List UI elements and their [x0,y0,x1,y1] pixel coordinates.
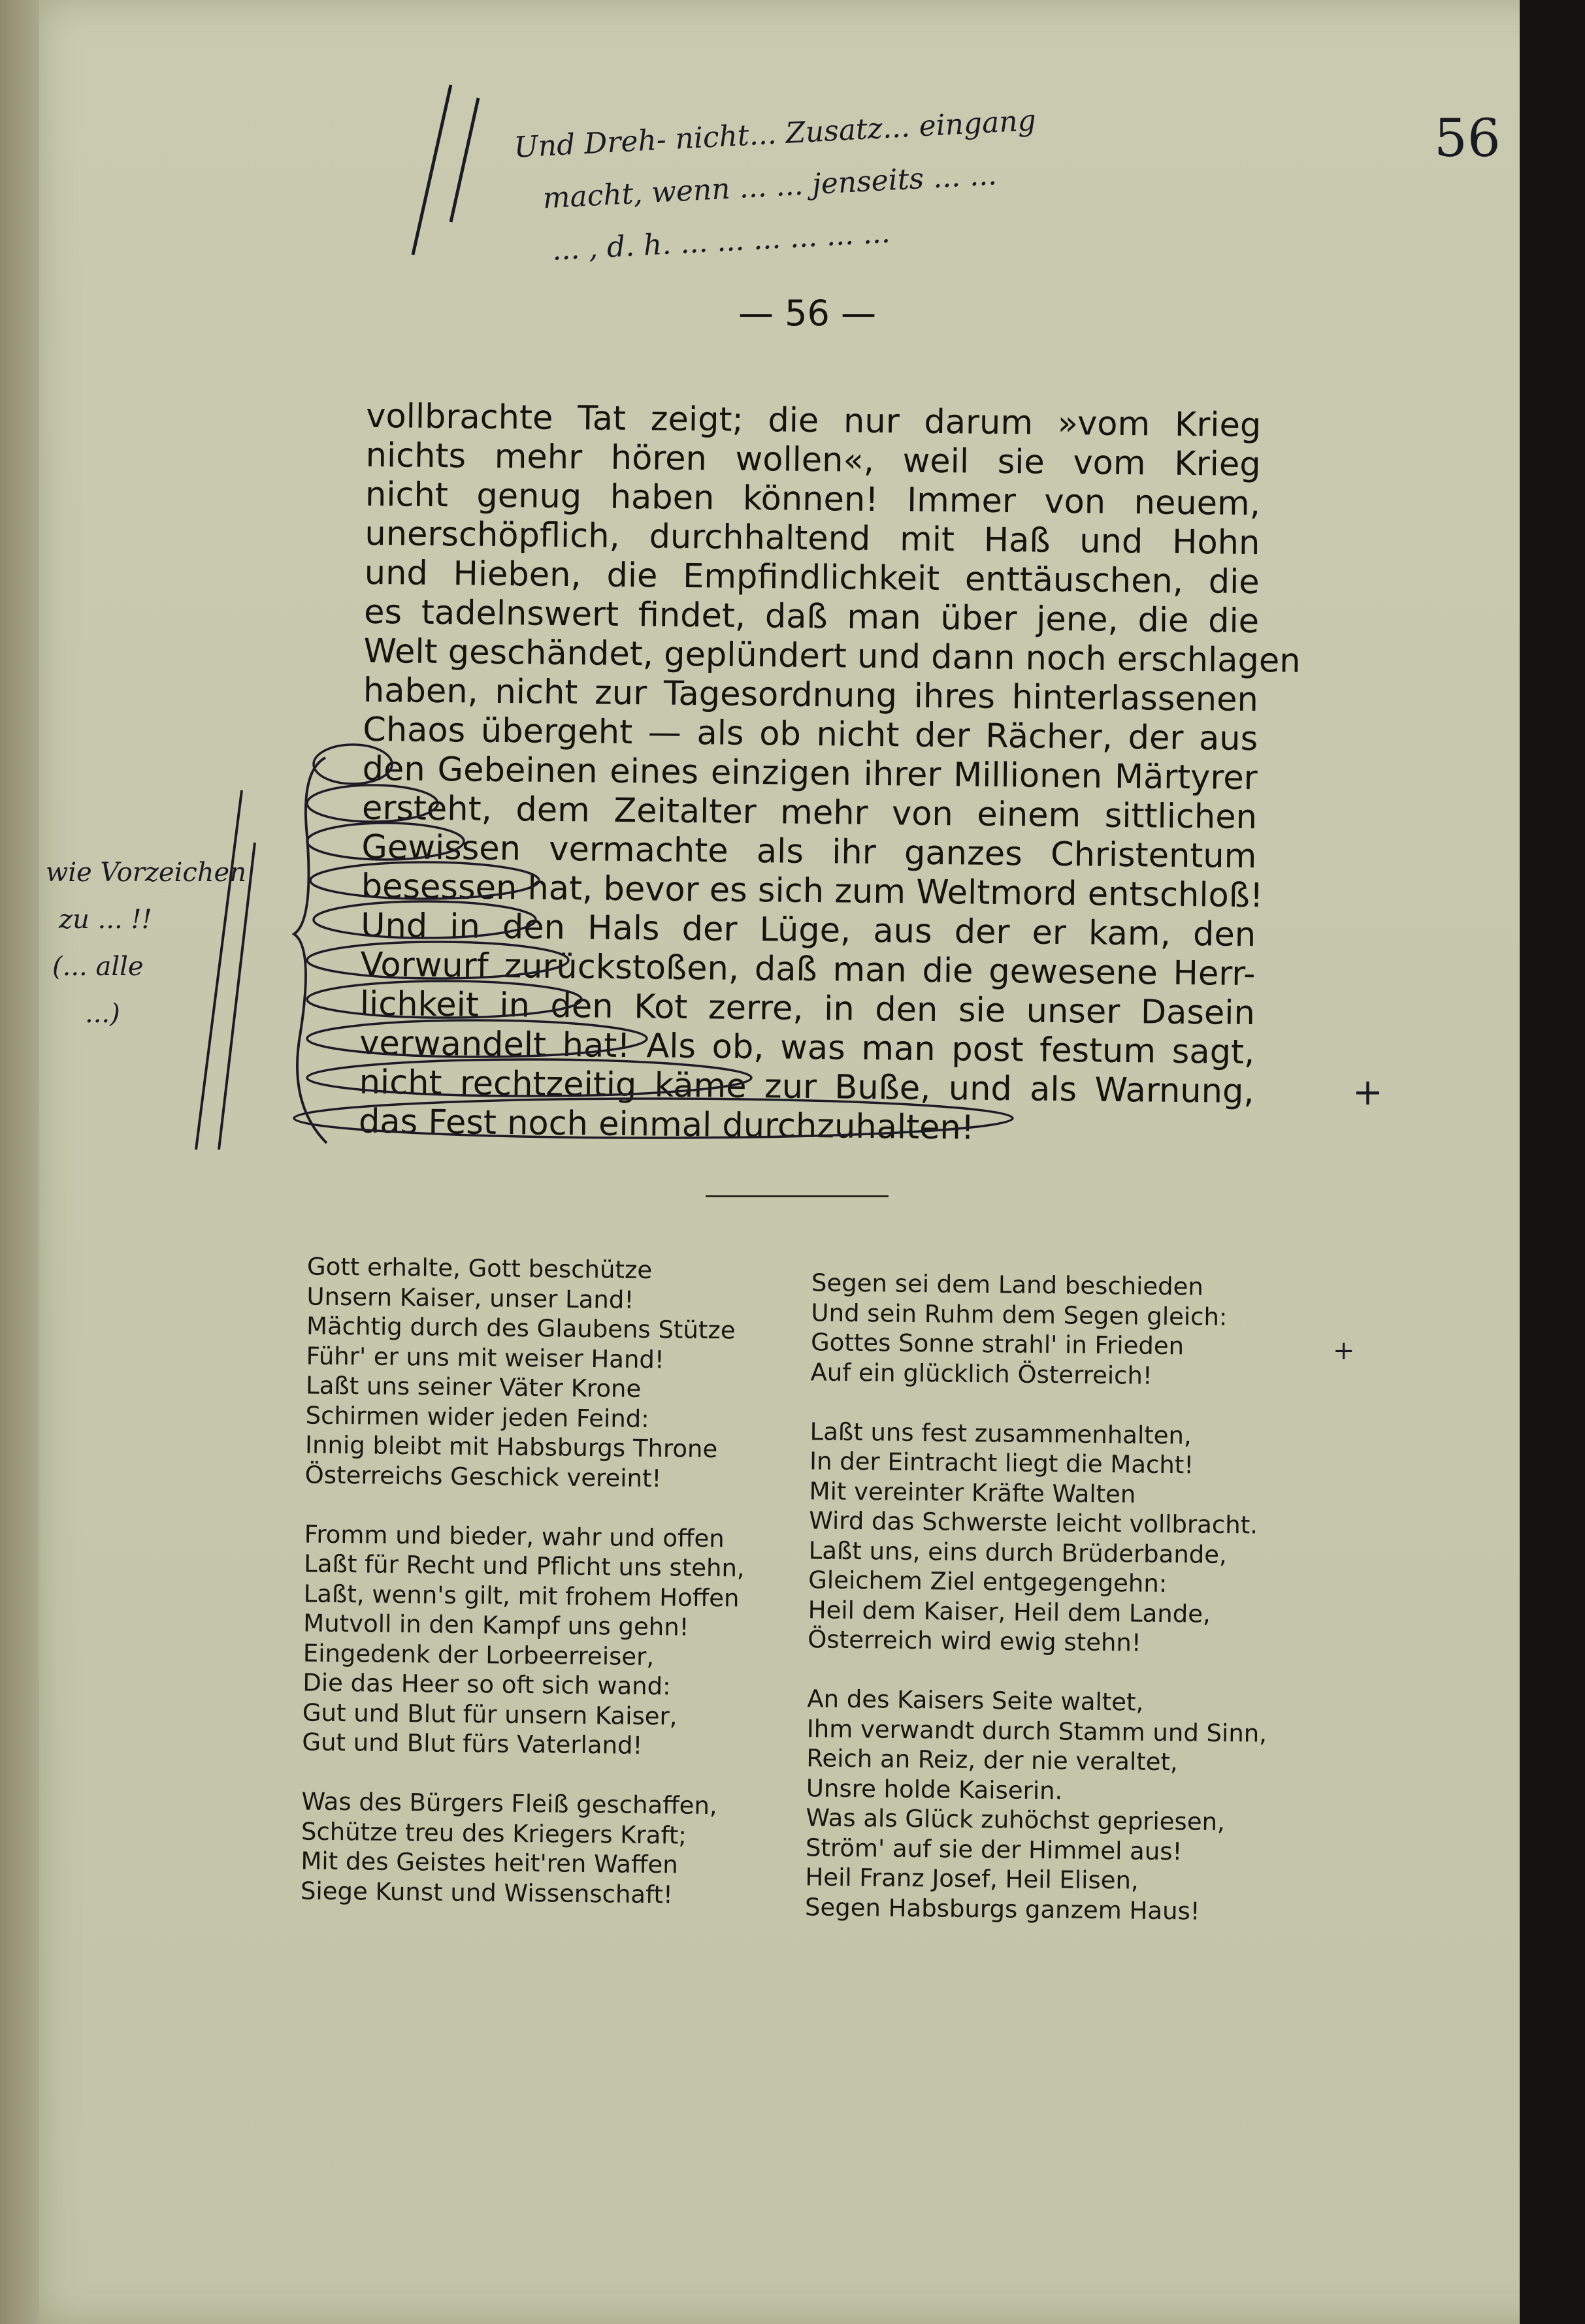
body-line: Und in den Hals der Lüge, aus der er kam, den [360,906,1256,955]
hymn-line: Gottes Sonne strahl' in Frieden [810,1328,1185,1361]
hymn-line: Heil dem Kaiser, Heil dem Lande, [808,1595,1211,1628]
hymn-line: Mit vereinter Kräfte Walten [809,1476,1136,1509]
hymn-line: Österreich wird ewig stehn! [808,1625,1141,1657]
page-number: — 56 — [738,293,877,334]
plus-mark: + [1352,1071,1383,1114]
hymn-line: Mutvoll in den Kampf uns gehn! [303,1609,689,1641]
hymn-line: Und sein Ruhm dem Segen gleich: [811,1298,1228,1331]
hymn-line: Laßt uns fest zusammenhalten, [809,1417,1192,1449]
hymn-line: Reich an Reiz, der nie veraltet, [806,1744,1179,1777]
margin-note-line: zu ... !! [59,905,152,935]
body-line: Welt geschändet, geplündert und dann noch erschlagen [363,632,1301,681]
margin-note-line: ...) [85,999,120,1029]
body-line: nichts mehr hören wollen«, weil sie vom Krieg [365,436,1261,485]
hymn-line: Fromm und bieder, wahr und offen [304,1519,725,1553]
hymn-line: Schirmen wider jeden Feind: [305,1400,649,1433]
hymn-line: Schütze treu des Kriegers Kraft; [301,1816,687,1850]
hymn-line: Was des Bürgers Fleiß geschaffen, [301,1787,717,1820]
hymn-line: Segen sei dem Land beschieden [811,1268,1204,1301]
hymn-line: An des Kaisers Seite waltet, [807,1685,1144,1717]
body-line: lichkeit in den Kot zerre, in den sie unser Dasein [359,984,1256,1033]
body-line: verwandelt hat! Als ob, was man post festum sagt, [359,1024,1255,1073]
section-divider [706,1195,889,1197]
hymn-line: Mächtig durch des Glaubens Stütze [306,1312,736,1345]
body-line: nicht rechtzeitig käme zur Buße, und als Warnung, [359,1063,1254,1112]
hymn-line: Laßt uns, eins durch Brüderbande, [808,1536,1228,1569]
hymn-line: Gut und Blut fürs Vaterland! [302,1728,643,1760]
hymn-line: Gott erhalte, Gott beschütze [306,1252,653,1285]
document-page [39,0,1565,2324]
hymn-line: Unsre holde Kaiserin. [806,1773,1063,1805]
top-note-line: Und Dreh- nicht... Zusatz... eingang [513,103,1038,165]
hymn-line: Österreichs Geschick vereint! [304,1460,662,1493]
top-note-line: ... , d. h. ... ... ... ... ... ... [551,216,891,267]
hymn-line: Was als Glück zuhöchst gepriesen, [806,1803,1226,1837]
body-line: ersteht, dem Zeitalter mehr von einem sittlichen [361,788,1258,837]
handwritten-page-number: 56 [1434,108,1501,169]
hymn-right-column [805,1268,1272,1926]
body-line: es tadelnswert findet, daß man über jene, die die [363,592,1260,641]
body-line: und Hieben, die Empfindlichkeit enttäuschen, die [364,553,1260,602]
margin-note [46,849,294,1037]
binding-edge [1520,0,1585,2324]
hymn-line: In der Eintracht liegt die Macht! [809,1447,1194,1479]
top-note-line: macht, wenn ... ... jenseits ... ... [542,158,998,216]
hymn-line: Unsern Kaiser, unser Land! [306,1282,634,1314]
hymn-line: Die das Heer so oft sich wand: [302,1668,671,1701]
body-line: Gewissen vermachte als ihr ganzes Christentum [361,828,1257,877]
hymn-line: Gleichem Ziel entgegengehn: [808,1566,1168,1598]
hymn-line: Ström' auf sie der Himmel aus! [805,1833,1183,1865]
body-line: Vorwurf zurückstoßen, daß man die gewesene Herr- [360,945,1256,994]
hymn-line: Heil Franz Josef, Heil Elisen, [805,1863,1139,1895]
margin-note-line: (... alle [52,952,144,982]
body-line: besessen hat, bevor es sich zum Weltmord entschloß! [361,867,1264,916]
handwritten-circling [287,738,1039,1156]
hymn-line: Führ' er uns mit weiser Hand! [306,1341,664,1374]
hymn-line: Mit des Geistes heit'ren Waffen [301,1847,678,1879]
body-line: das Fest noch einmal durchzuhalten! [358,1102,975,1148]
hymn-line: Ihm verwandt durch Stamm und Sinn, [806,1714,1267,1748]
hymn-line: Eingedenk der Lorbeerreiser, [302,1638,655,1671]
hymn-line: Laßt uns seiner Väter Krone [305,1371,642,1403]
handwritten-strokes-top [405,78,497,261]
hymn-line: Auf ein glücklich Österreich! [810,1357,1152,1390]
hymn-line: Innig bleibt mit Habsburgs Throne [304,1430,718,1464]
hymn-line: Wird das Schwerste leicht vollbracht. [808,1506,1258,1540]
body-line: vollbrachte Tat zeigt; die nur darum »vom Krieg [366,396,1262,445]
plus-mark: + [1333,1336,1355,1366]
hymn-line: Laßt, wenn's gilt, mit frohem Hoffen [303,1579,740,1612]
body-line: Chaos übergeht — als ob nicht der Rächer, der aus [362,710,1258,759]
hymn-line: Segen Habsburgs ganzem Haus! [804,1892,1200,1926]
body-line: den Gebeinen eines einzigen ihrer Millionen Märtyrer [362,749,1258,798]
hymn-left-column [301,1251,748,1910]
body-line: nicht genug haben können! Immer von neuem, [365,475,1261,524]
body-line: unerschöpflich, durchhaltend mit Haß und Hohn [365,514,1260,563]
hymn-line: Gut und Blut für unsern Kaiser, [302,1698,678,1730]
hymn-line: Laßt für Recht und Pflicht uns stehn, [304,1549,745,1583]
hymn-line: Siege Kunst und Wissenschaft! [300,1876,674,1909]
body-line: haben, nicht zur Tagesordnung ihres hinterlassenen [363,671,1259,720]
margin-note-line: wie Vorzeichen [46,858,246,888]
